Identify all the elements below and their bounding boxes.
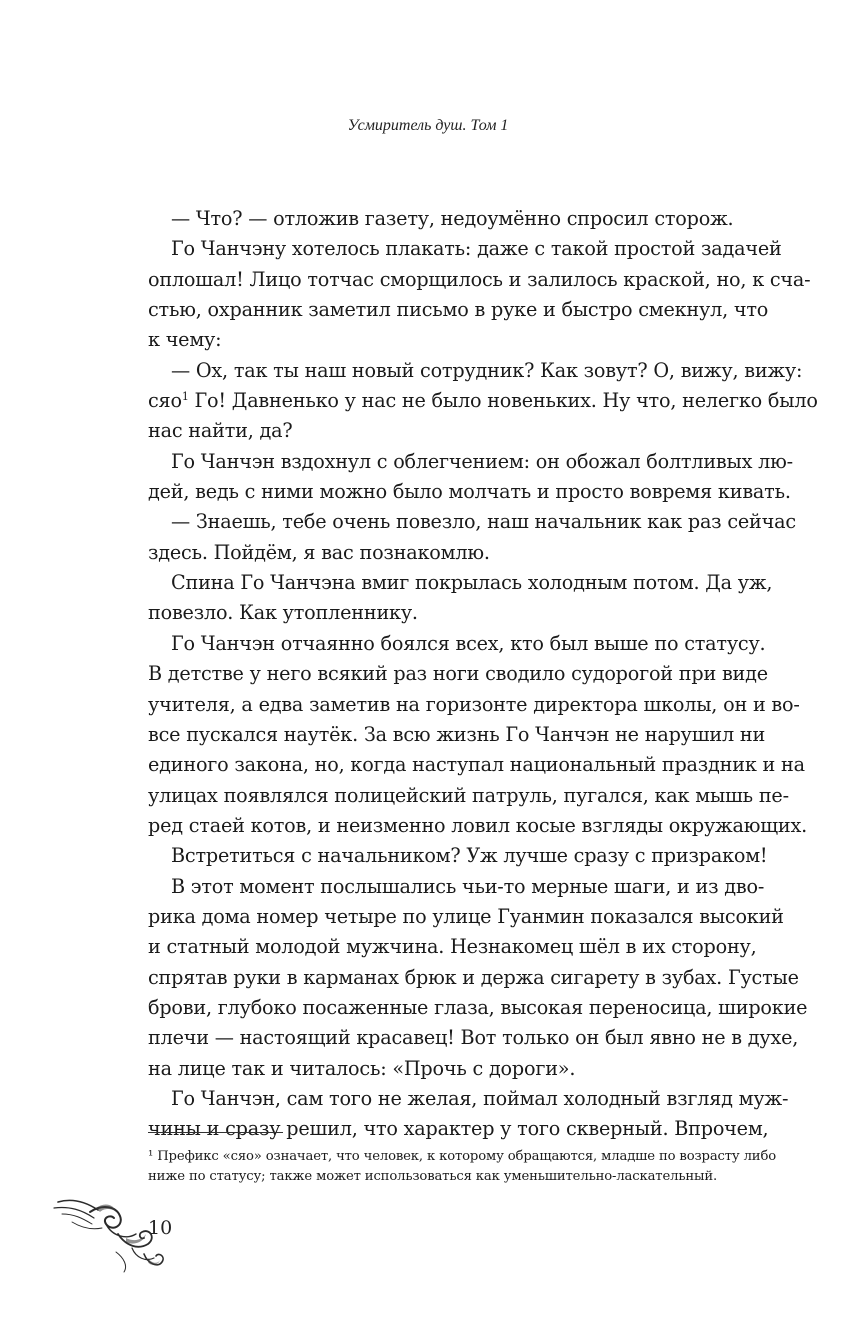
text-line	[148, 690, 800, 720]
running-head: Усмиритель душ. Том 1	[347, 117, 509, 134]
text-line	[148, 598, 728, 628]
text-fragment: все пускался наутёк. За всю жизнь Го Чанчэн не нарушил ни	[148, 722, 766, 746]
text-fragment: Го Чанчэну хотелось плакать: даже с такой простой задачей	[171, 237, 782, 261]
text-fragment: Го Чанчэн, сам того не желая, поймал холодный взгляд муж-	[171, 1086, 789, 1110]
text-line	[148, 386, 818, 416]
footnote-line	[148, 1147, 777, 1167]
text-line	[148, 841, 768, 871]
text-line	[148, 1084, 789, 1114]
text-fragment: рика дома номер четыре по улице Гуанмин показался высокий	[148, 904, 784, 928]
footnote-text: ниже по статусу; также может использоваться как уменьшительно-ласкательный.	[148, 1169, 718, 1184]
text-fragment: В этот момент послышались чьи-то мерные шаги, и из дво-	[171, 874, 765, 898]
text-line	[148, 750, 805, 780]
text-line	[148, 507, 796, 537]
text-line	[148, 811, 807, 841]
text-fragment: повезло. Как утопленнику.	[148, 601, 418, 625]
text-fragment: единого закона, но, когда наступал национальный праздник и на	[148, 753, 805, 777]
text-fragment: сяо	[148, 389, 182, 413]
text-line	[148, 356, 803, 386]
page-number: 10	[148, 1217, 173, 1239]
text-fragment: Го Чанчэн вздохнул с облегчением: он обожал болтливых лю-	[171, 449, 793, 473]
text-fragment: брови, глубоко посаженные глаза, высокая переносица, широкие	[148, 995, 808, 1019]
text-line	[148, 265, 811, 295]
text-line	[148, 932, 757, 962]
text-line	[148, 477, 791, 507]
text-fragment: к чему:	[148, 328, 222, 352]
text-line	[148, 963, 799, 993]
text-fragment: улицах появлялся полицейский патруль, пугался, как мышь пе-	[148, 783, 789, 807]
text-line	[148, 993, 808, 1023]
text-fragment: дей, ведь с ними можно было молчать и просто вовремя кивать.	[148, 480, 791, 504]
text-line	[148, 720, 766, 750]
footnote-text: Префикс «сяо» означает, что человек, к которому обращаются, младше по возрасту либо	[157, 1149, 777, 1164]
text-line	[148, 659, 768, 689]
text-fragment: плечи — настоящий красавец! Вот только он был явно не в духе,	[148, 1026, 799, 1050]
text-line	[148, 872, 765, 902]
text-line	[148, 902, 784, 932]
footnote-divider	[148, 1132, 283, 1133]
text-fragment: Встретиться с начальником? Уж лучше сразу с призраком!	[171, 844, 768, 868]
text-fragment: учителя, а едва заметив на горизонте директора школы, он и во-	[148, 692, 800, 716]
text-line	[148, 295, 769, 325]
text-line	[148, 416, 728, 446]
text-line	[148, 1114, 769, 1144]
body-text	[148, 204, 818, 1145]
text-line	[148, 204, 734, 234]
text-line	[148, 325, 728, 355]
text-line	[148, 629, 766, 659]
text-fragment: стью, охранник заметил письмо в руке и быстро смекнул, что	[148, 298, 769, 322]
text-fragment: Го! Давненько у нас не было новеньких. Ну что, нелегко было	[188, 389, 818, 413]
text-fragment: ред стаей котов, и неизменно ловил косые взгляды окружающих.	[148, 813, 807, 837]
text-fragment: В детстве у него всякий раз ноги сводило судорогой при виде	[148, 662, 768, 686]
text-line	[148, 538, 728, 568]
text-fragment: и статный молодой мужчина. Незнакомец шёл в их сторону,	[148, 935, 757, 959]
text-fragment: Го Чанчэн отчаянно боялся всех, кто был выше по статусу.	[171, 631, 766, 655]
text-fragment: на лице так и читалось: «Прочь с дороги».	[148, 1056, 576, 1080]
text-fragment: чины и сразу решил, что характер у того скверный. Впрочем,	[148, 1117, 769, 1141]
footnote-reference: 1	[181, 390, 189, 404]
text-fragment: спрятав руки в карманах брюк и держа сигарету в зубах. Густые	[148, 965, 799, 989]
footnote-line	[148, 1167, 728, 1187]
text-fragment: — Что? — отложив газету, недоумённо спросил сторож.	[171, 207, 734, 230]
text-fragment: здесь. Пойдём, я вас познакомлю.	[148, 540, 490, 564]
text-line	[148, 1023, 799, 1053]
text-fragment: Спина Го Чанчэна вмиг покрылась холодным потом. Да уж,	[171, 571, 773, 595]
text-fragment: нас найти, да?	[148, 419, 293, 443]
text-line	[148, 1054, 728, 1084]
text-line	[148, 234, 782, 264]
text-line	[148, 781, 789, 811]
footnote-marker: ¹	[148, 1149, 154, 1164]
text-fragment: — Знаешь, тебе очень повезло, наш начальник как раз сейчас	[171, 510, 796, 534]
text-fragment: оплошал! Лицо тотчас сморщилось и залилось краской, но, к сча-	[148, 267, 811, 291]
text-line	[148, 568, 773, 598]
footnote	[148, 1147, 777, 1187]
text-fragment: — Ох, так ты наш новый сотрудник? Как зовут? О, вижу, вижу:	[171, 358, 803, 382]
text-line	[148, 447, 793, 477]
